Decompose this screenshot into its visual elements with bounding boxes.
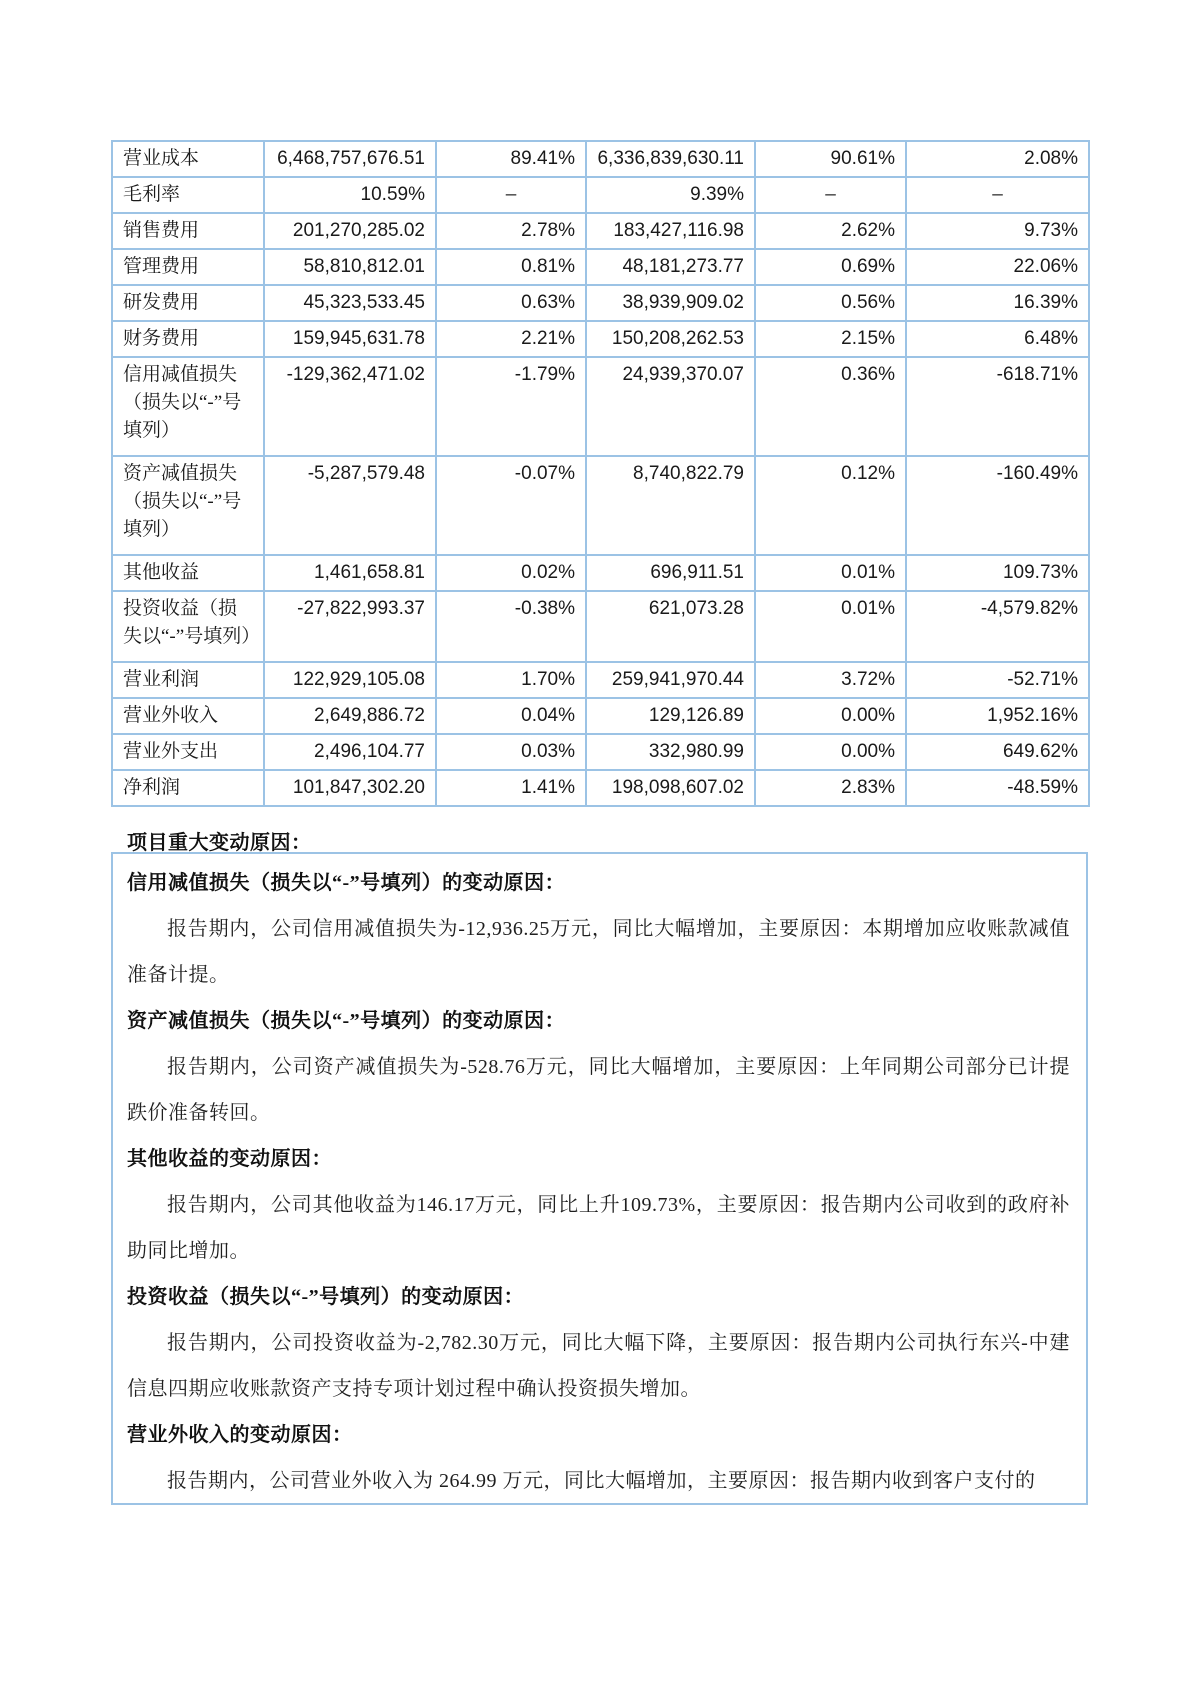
row-value-cell: -129,362,471.02 bbox=[264, 357, 436, 456]
row-item-label: 营业外支出 bbox=[112, 734, 264, 770]
table-row bbox=[112, 698, 1089, 734]
row-value-cell: 2.83% bbox=[755, 770, 906, 806]
row-value-cell: 1.41% bbox=[436, 770, 586, 806]
row-value-cell: -4,579.82% bbox=[906, 591, 1089, 662]
reason-section-heading: 营业外收入的变动原因： bbox=[127, 1424, 353, 1446]
row-item-label: 销售费用 bbox=[112, 213, 264, 249]
row-value-cell: 9.39% bbox=[586, 177, 755, 213]
row-value-cell: 649.62% bbox=[906, 734, 1089, 770]
row-value-cell: 0.63% bbox=[436, 285, 586, 321]
row-value-cell: 201,270,285.02 bbox=[264, 213, 436, 249]
major-change-reasons-heading: 项目重大变动原因： bbox=[127, 832, 312, 854]
row-value-cell: 0.04% bbox=[436, 698, 586, 734]
reason-section-body: 报告期内，公司其他收益为146.17万元，同比上升109.73%，主要原因：报告期内公司收到的政府补助同比增加。 bbox=[127, 1194, 1070, 1262]
reason-section-body: 报告期内，公司营业外收入为 264.99 万元，同比大幅增加，主要原因：报告期内收到客户支付的 bbox=[167, 1470, 1036, 1492]
reason-section-body: 报告期内，公司投资收益为-2,782.30万元，同比大幅下降，主要原因：报告期内公司执行东兴-中建信息四期应收账款资产支持专项计划过程中确认投资损失增加。 bbox=[127, 1332, 1070, 1400]
row-value-cell: 3.72% bbox=[755, 662, 906, 698]
row-value-cell: -48.59% bbox=[906, 770, 1089, 806]
row-value-cell: 48,181,273.77 bbox=[586, 249, 755, 285]
row-value-cell: 0.00% bbox=[755, 734, 906, 770]
table-row bbox=[112, 321, 1089, 357]
row-value-cell: 159,945,631.78 bbox=[264, 321, 436, 357]
row-value-cell: 1,461,658.81 bbox=[264, 555, 436, 591]
row-dash-cell: – bbox=[906, 177, 1089, 213]
row-value-cell: 0.01% bbox=[755, 591, 906, 662]
row-value-cell: 0.01% bbox=[755, 555, 906, 591]
row-value-cell: 129,126.89 bbox=[586, 698, 755, 734]
row-value-cell: 332,980.99 bbox=[586, 734, 755, 770]
row-item-label: 研发费用 bbox=[112, 285, 264, 321]
table-row bbox=[112, 213, 1089, 249]
table-row bbox=[112, 770, 1089, 806]
row-item-label: 管理费用 bbox=[112, 249, 264, 285]
row-item-label: 营业利润 bbox=[112, 662, 264, 698]
row-value-cell: 2.78% bbox=[436, 213, 586, 249]
row-value-cell: 24,939,370.07 bbox=[586, 357, 755, 456]
row-value-cell: 9.73% bbox=[906, 213, 1089, 249]
row-value-cell: 6.48% bbox=[906, 321, 1089, 357]
table-row bbox=[112, 249, 1089, 285]
row-value-cell: -27,822,993.37 bbox=[264, 591, 436, 662]
row-item-label: 营业外收入 bbox=[112, 698, 264, 734]
row-item-label: 信用减值损失（损失以“-”号填列） bbox=[112, 357, 264, 456]
financial-comparison-table bbox=[111, 140, 1090, 807]
row-value-cell: -52.71% bbox=[906, 662, 1089, 698]
row-value-cell: 16.39% bbox=[906, 285, 1089, 321]
row-value-cell: 89.41% bbox=[436, 141, 586, 177]
table-row bbox=[112, 662, 1089, 698]
row-value-cell: -0.07% bbox=[436, 456, 586, 555]
row-value-cell: 0.00% bbox=[755, 698, 906, 734]
table-row bbox=[112, 734, 1089, 770]
row-item-label: 净利润 bbox=[112, 770, 264, 806]
row-value-cell: 90.61% bbox=[755, 141, 906, 177]
row-value-cell: 0.69% bbox=[755, 249, 906, 285]
row-value-cell: 696,911.51 bbox=[586, 555, 755, 591]
row-value-cell: 101,847,302.20 bbox=[264, 770, 436, 806]
row-value-cell: 6,336,839,630.11 bbox=[586, 141, 755, 177]
row-value-cell: 1.70% bbox=[436, 662, 586, 698]
row-value-cell: 0.02% bbox=[436, 555, 586, 591]
row-value-cell: 122,929,105.08 bbox=[264, 662, 436, 698]
row-dash-cell: – bbox=[755, 177, 906, 213]
reason-section-body: 报告期内，公司资产减值损失为-528.76万元，同比大幅增加，主要原因：上年同期公司部分已计提跌价准备转回。 bbox=[127, 1056, 1070, 1124]
table-row bbox=[112, 285, 1089, 321]
row-value-cell: 58,810,812.01 bbox=[264, 249, 436, 285]
row-value-cell: -5,287,579.48 bbox=[264, 456, 436, 555]
row-item-label: 投资收益（损失以“-”号填列） bbox=[112, 591, 264, 662]
reason-section-heading: 信用减值损失（损失以“-”号填列）的变动原因： bbox=[127, 872, 566, 894]
row-value-cell: 10.59% bbox=[264, 177, 436, 213]
row-value-cell: 22.06% bbox=[906, 249, 1089, 285]
row-value-cell: -160.49% bbox=[906, 456, 1089, 555]
reason-section-heading: 投资收益（损失以“-”号填列）的变动原因： bbox=[127, 1286, 525, 1308]
row-value-cell: 109.73% bbox=[906, 555, 1089, 591]
reason-section-body: 报告期内，公司信用减值损失为-12,936.25万元，同比大幅增加，主要原因：本期增加应收账款减值准备计提。 bbox=[127, 918, 1070, 986]
row-value-cell: 183,427,116.98 bbox=[586, 213, 755, 249]
row-value-cell: -1.79% bbox=[436, 357, 586, 456]
table-row bbox=[112, 141, 1089, 177]
row-item-label: 毛利率 bbox=[112, 177, 264, 213]
row-value-cell: 621,073.28 bbox=[586, 591, 755, 662]
row-value-cell: 1,952.16% bbox=[906, 698, 1089, 734]
table-row bbox=[112, 357, 1089, 456]
reason-section-heading: 其他收益的变动原因： bbox=[127, 1148, 332, 1170]
row-value-cell: 45,323,533.45 bbox=[264, 285, 436, 321]
row-dash-cell: – bbox=[436, 177, 586, 213]
row-item-label: 财务费用 bbox=[112, 321, 264, 357]
row-value-cell: 259,941,970.44 bbox=[586, 662, 755, 698]
row-value-cell: -0.38% bbox=[436, 591, 586, 662]
row-value-cell: 0.03% bbox=[436, 734, 586, 770]
row-value-cell: 0.81% bbox=[436, 249, 586, 285]
change-reasons-box bbox=[111, 852, 1088, 1505]
row-value-cell: 0.56% bbox=[755, 285, 906, 321]
row-value-cell: 38,939,909.02 bbox=[586, 285, 755, 321]
row-item-label: 营业成本 bbox=[112, 141, 264, 177]
row-value-cell: -618.71% bbox=[906, 357, 1089, 456]
row-value-cell: 0.12% bbox=[755, 456, 906, 555]
row-value-cell: 0.36% bbox=[755, 357, 906, 456]
row-value-cell: 6,468,757,676.51 bbox=[264, 141, 436, 177]
row-item-label: 资产减值损失（损失以“-”号填列） bbox=[112, 456, 264, 555]
row-value-cell: 2.62% bbox=[755, 213, 906, 249]
row-value-cell: 8,740,822.79 bbox=[586, 456, 755, 555]
row-value-cell: 198,098,607.02 bbox=[586, 770, 755, 806]
row-value-cell: 2.08% bbox=[906, 141, 1089, 177]
row-item-label: 其他收益 bbox=[112, 555, 264, 591]
table-row bbox=[112, 456, 1089, 555]
row-value-cell: 2.21% bbox=[436, 321, 586, 357]
table-row bbox=[112, 555, 1089, 591]
table-row bbox=[112, 591, 1089, 662]
reason-section-heading: 资产减值损失（损失以“-”号填列）的变动原因： bbox=[127, 1010, 566, 1032]
row-value-cell: 2,649,886.72 bbox=[264, 698, 436, 734]
row-value-cell: 2.15% bbox=[755, 321, 906, 357]
row-value-cell: 2,496,104.77 bbox=[264, 734, 436, 770]
table-row bbox=[112, 177, 1089, 213]
row-value-cell: 150,208,262.53 bbox=[586, 321, 755, 357]
